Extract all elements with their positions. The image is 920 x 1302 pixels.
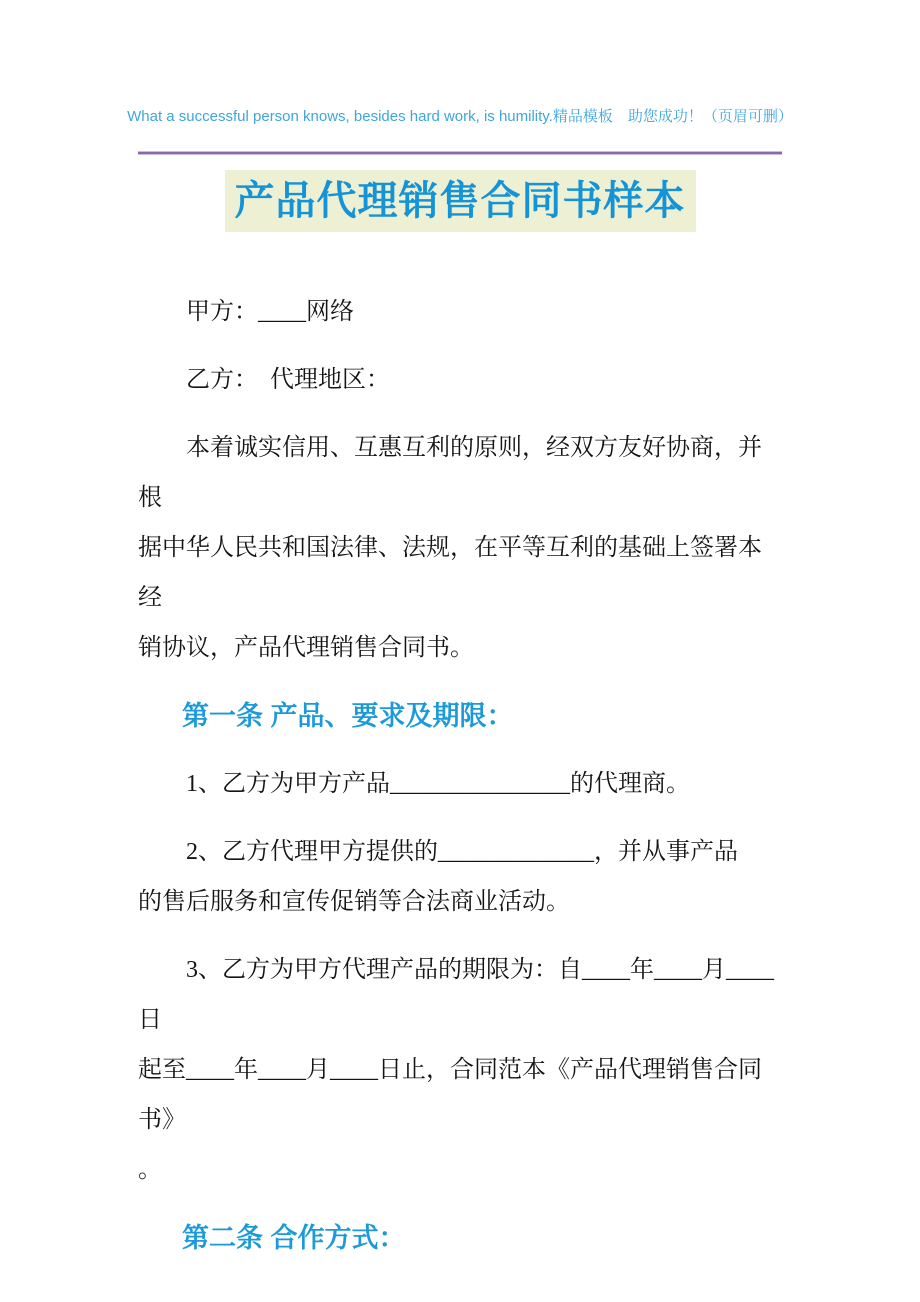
text-line: 甲方：____网络 [186,299,354,325]
document-title: 产品代理销售合同书样本 [225,170,696,232]
text-line: 2、乙方代理甲方提供的_____________，并从事产品 [186,839,738,865]
document-body [138,232,782,1263]
header-divider-rule [138,151,782,155]
section-heading-article-1: 第一条 产品、要求及期限： [182,701,514,731]
text-line: 起至____年____月____日止，合同范本《产品代理销售合同书》 [138,1057,762,1133]
page-header [0,0,920,155]
clause-1-paragraph [138,759,782,809]
clause-3-paragraph [138,945,782,1195]
party-a-paragraph [138,287,782,337]
header-motto-text: What a successful person knows, besides hard work, is humility.精品模板 助您成功！（页眉可删） [127,108,793,125]
text-line: 1、乙方为甲方产品_______________的代理商。 [186,771,690,797]
text-line: 的售后服务和宣传促销等合法商业活动。 [138,889,570,915]
text-line: 据中华人民共和国法律、法规，在平等互利的基础上签署本经 [138,535,762,611]
clause-2-paragraph [138,827,782,927]
section-heading-article-2: 第二条 合作方式： [182,1223,406,1253]
preamble-paragraph [138,423,782,673]
text-line: 本着诚实信用、互惠互利的原则，经双方友好协商，并根 [138,435,762,511]
party-b-paragraph [138,355,782,405]
text-line: 。 [138,1157,162,1183]
text-line: 3、乙方为甲方代理产品的期限为：自____年____月____日 [138,957,774,1033]
text-line: 销协议，产品代理销售合同书。 [138,635,474,661]
text-line: 乙方： 代理地区： [186,367,390,393]
title-row [0,170,920,232]
